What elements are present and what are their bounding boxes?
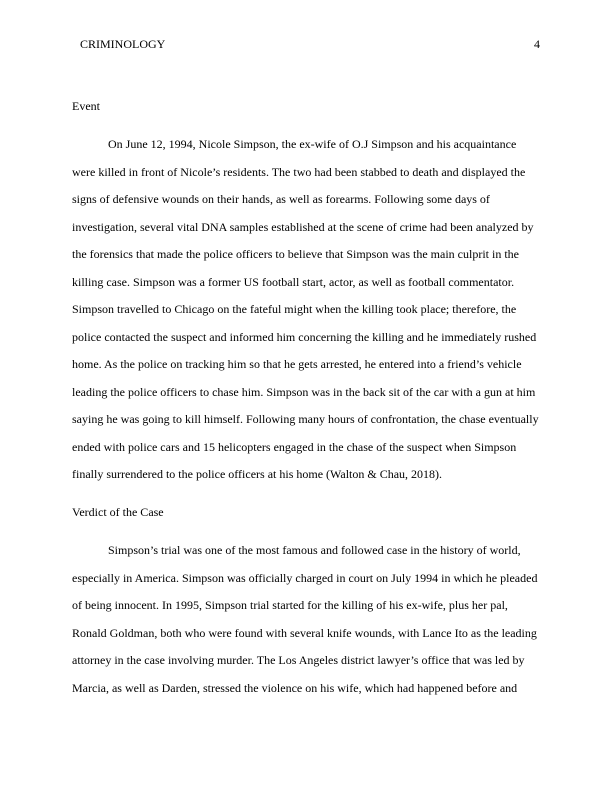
running-head: CRIMINOLOGY xyxy=(80,37,166,51)
paragraph-line: ended with police cars and 15 helicopters engaged in the chase of the suspect when Simpson xyxy=(72,440,517,454)
paragraph-line: Simpson’s trial was one of the most famous and followed case in the history of world, xyxy=(108,543,521,557)
section-heading-verdict: Verdict of the Case xyxy=(72,505,164,519)
paragraph-line: leading the police officers to chase him. Simpson was in the back sit of the car with a gun at him xyxy=(72,385,536,399)
paragraph-line: home. As the police on tracking him so that he gets arrested, he entered into a friend’s vehicle xyxy=(72,357,522,371)
paragraph-line: police contacted the suspect and informed him concerning the killing and he immediately rushed xyxy=(72,330,537,344)
paragraph-line: investigation, several vital DNA samples established at the scene of crime had been analyzed by xyxy=(72,220,534,234)
paragraph-line: were killed in front of Nicole’s residents. The two had been stabbed to death and displayed the xyxy=(72,165,526,179)
paragraph-line: Marcia, as well as Darden, stressed the violence on his wife, which had happened before and xyxy=(72,681,518,695)
paragraph-line: saying he was going to kill himself. Following many hours of confrontation, the chase eventually xyxy=(72,412,539,426)
paragraph-line: the forensics that made the police officers to believe that Simpson was the main culprit in the xyxy=(72,247,519,261)
paragraph-line: especially in America. Simpson was officially charged in court on July 1994 in which he pleaded xyxy=(72,571,538,585)
paragraph-line: On June 12, 1994, Nicole Simpson, the ex-wife of O.J Simpson and his acquaintance xyxy=(108,137,517,151)
paragraph-line: attorney in the case involving murder. The Los Angeles district lawyer’s office that was led by xyxy=(72,653,525,667)
paragraph-line: Simpson travelled to Chicago on the fateful might when the killing took place; therefore, the xyxy=(72,302,517,316)
paragraph-line: of being innocent. In 1995, Simpson trial started for the killing of his ex-wife, plus her pal, xyxy=(72,598,508,612)
paragraph-line: Ronald Goldman, both who were found with several knife wounds, with Lance Ito as the leading xyxy=(72,626,537,640)
page-number: 4 xyxy=(534,37,540,51)
paragraph-line: signs of defensive wounds on their hands, as well as forearms. Following some days of xyxy=(72,192,490,206)
paragraph-line: killing case. Simpson was a former US football start, actor, as well as football commentator. xyxy=(72,275,515,289)
section-heading-event: Event xyxy=(72,99,100,113)
paragraph-line: finally surrendered to the police officers at his home (Walton & Chau, 2018). xyxy=(72,467,443,481)
